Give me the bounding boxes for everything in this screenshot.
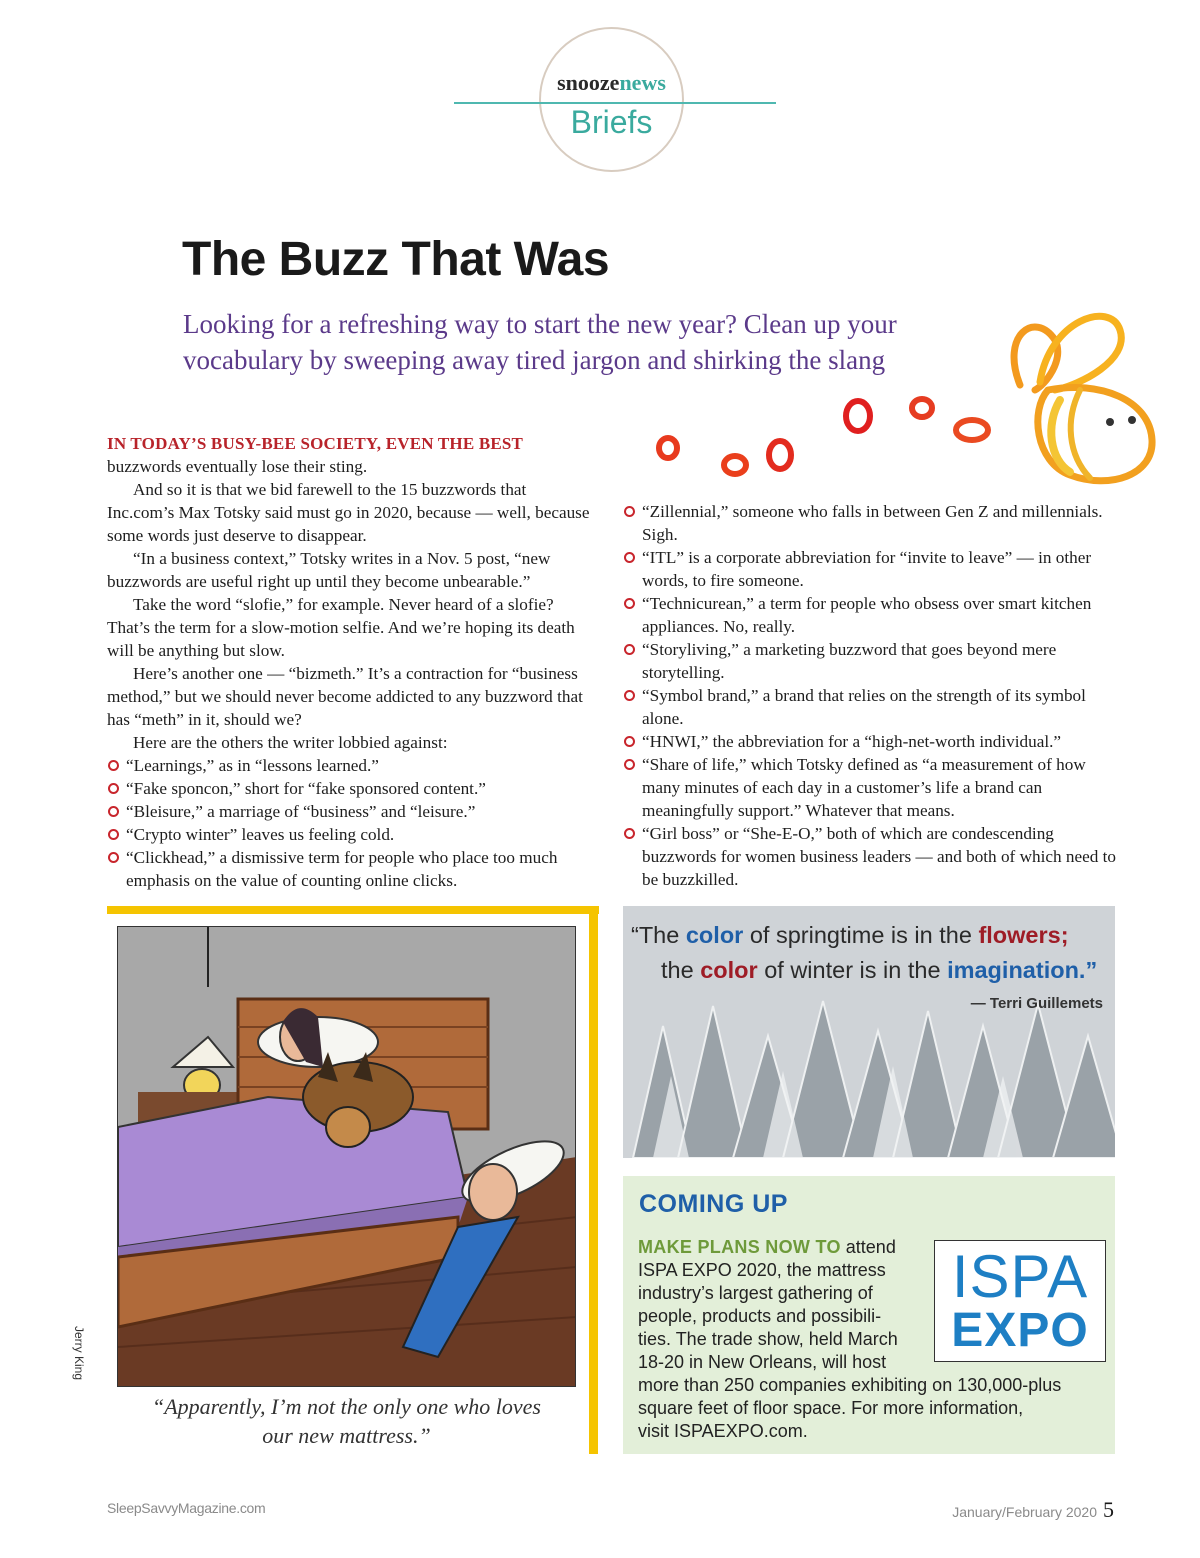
quote-text <box>631 918 1107 988</box>
bullet-circle-icon <box>108 852 119 863</box>
quote-attribution: — Terri Guillemets <box>970 995 1103 1012</box>
list-item: “ITL” is a corporate abbreviation for “invite to leave” — in other words, to fire someone. <box>623 546 1119 592</box>
lead-paragraph <box>107 432 597 478</box>
bullet-circle-icon <box>108 829 119 840</box>
list-item: “Crypto winter” leaves us feeling cold. <box>107 823 597 846</box>
cartoon-caption: “Apparently, I’m not the only one who loves our new mattress.” <box>151 1394 541 1448</box>
list-item: “Clickhead,” a dismissive term for people who place too much emphasis on the value of counting online clicks. <box>107 846 597 892</box>
quote-line-1: “The color of springtime is in the flowers; <box>631 922 1069 948</box>
brand-part-1: snooze <box>557 70 620 95</box>
brand-part-2: news <box>619 70 666 95</box>
list-item: “Technicurean,” a term for people who obsess over smart kitchen appliances. No, really. <box>623 592 1119 638</box>
lead-rest: buzzwords eventually lose their sting. <box>107 457 368 476</box>
bullet-circle-icon <box>108 783 119 794</box>
bullet-circle-icon <box>624 759 635 770</box>
section-name: Briefs <box>570 104 653 140</box>
lead-caps: IN TODAY’S BUSY-BEE SOCIETY, EVEN THE BEST <box>107 434 524 453</box>
cartoon-image <box>117 926 576 1387</box>
paragraph: Here’s another one — “bizmeth.” It’s a contraction for “business method,” but we should never become addicted to any buzzword that has “meth” in it, should we? <box>107 664 583 729</box>
cartoon-frame-top <box>107 906 599 914</box>
paragraph: And so it is that we bid farewell to the 15 buzzwords that Inc.com’s Max Totsky said must go in 2020, because — well, because some words just deserve to disappear. <box>107 480 590 545</box>
bullet-circle-icon <box>624 736 635 747</box>
list-item: “Girl boss” or “She-E-O,” both of which are condescending buzzwords for women business leaders — and both of which need to be buzzkilled. <box>623 822 1119 891</box>
bullet-circle-icon <box>624 552 635 563</box>
article-title: The Buzz That Was <box>182 233 610 286</box>
paragraph: Here are the others the writer lobbied against: <box>133 733 448 752</box>
list-item: “Fake sponcon,” short for “fake sponsored content.” <box>107 777 597 800</box>
article-body-left <box>107 432 597 892</box>
bullet-circle-icon <box>624 598 635 609</box>
cartoon-drawing <box>118 927 576 1387</box>
list-item: “Bleisure,” a marriage of “business” and “leisure.” <box>107 800 597 823</box>
coming-up-heading: COMING UP <box>639 1190 788 1218</box>
section-logo-circle <box>539 27 684 172</box>
footer-issue: January/February 2020 5 <box>952 1497 1114 1522</box>
page-number: 5 <box>1103 1497 1114 1522</box>
list-item: “HNWI,” the abbreviation for a “high-net-worth individual.” <box>623 730 1119 753</box>
bee-illustration <box>640 290 1170 490</box>
list-item: “Zillennial,” someone who falls in between Gen Z and millennials. Sigh. <box>623 500 1119 546</box>
coming-up-text: MAKE PLANS NOW TO attend ISPA EXPO 2020, the mattress industry’s largest gathering of people, products and possibili- ties. The trade show, held March 18-20 in New Orleans, will host more than 250 companies exhibiting on 130,000-plus square feet of floor space. For more information, visit ISPAEXPO.com. <box>638 1237 1062 1441</box>
list-item: “Share of life,” which Totsky defined as “a measurement of how many minutes of each day in a customer’s life a brand can meaningfully support.” Whatever that means. <box>623 753 1119 822</box>
article-body-right <box>623 500 1119 891</box>
quote-box <box>623 906 1115 1158</box>
list-item: “Symbol brand,” a brand that relies on the strength of its symbol alone. <box>623 684 1119 730</box>
bullet-circle-icon <box>624 644 635 655</box>
coming-up-box <box>623 1176 1115 1454</box>
cartoon-frame-right <box>589 906 598 1454</box>
quote-line-2: the color of winter is in the imagination.” <box>661 957 1098 983</box>
ispa-expo-logo: ISPA EXPO <box>934 1240 1106 1362</box>
footer-site: SleepSavvyMagazine.com <box>107 1500 266 1516</box>
paragraph: “In a business context,” Totsky writes in a Nov. 5 post, “new buzzwords are useful right up until they become unbearable.” <box>107 549 551 591</box>
paragraph: Take the word “slofie,” for example. Never heard of a slofie? That’s the term for a slow-motion selfie. And we’re hoping its death will be anything but slow. <box>107 595 575 660</box>
list-item: “Storyliving,” a marketing buzzword that goes beyond mere storytelling. <box>623 638 1119 684</box>
bullet-circle-icon <box>624 690 635 701</box>
section-brand <box>539 70 684 96</box>
bullet-circle-icon <box>624 506 635 517</box>
bullet-circle-icon <box>108 760 119 771</box>
bullet-circle-icon <box>624 828 635 839</box>
bullet-circle-icon <box>108 806 119 817</box>
article-dek: Looking for a refreshing way to start the new year? Clean up your vocabulary by sweeping away tired jargon and shirking the slang <box>183 309 897 375</box>
list-item: “Learnings,” as in “lessons learned.” <box>107 754 597 777</box>
cartoon-credit: Jerry King <box>72 1326 86 1381</box>
